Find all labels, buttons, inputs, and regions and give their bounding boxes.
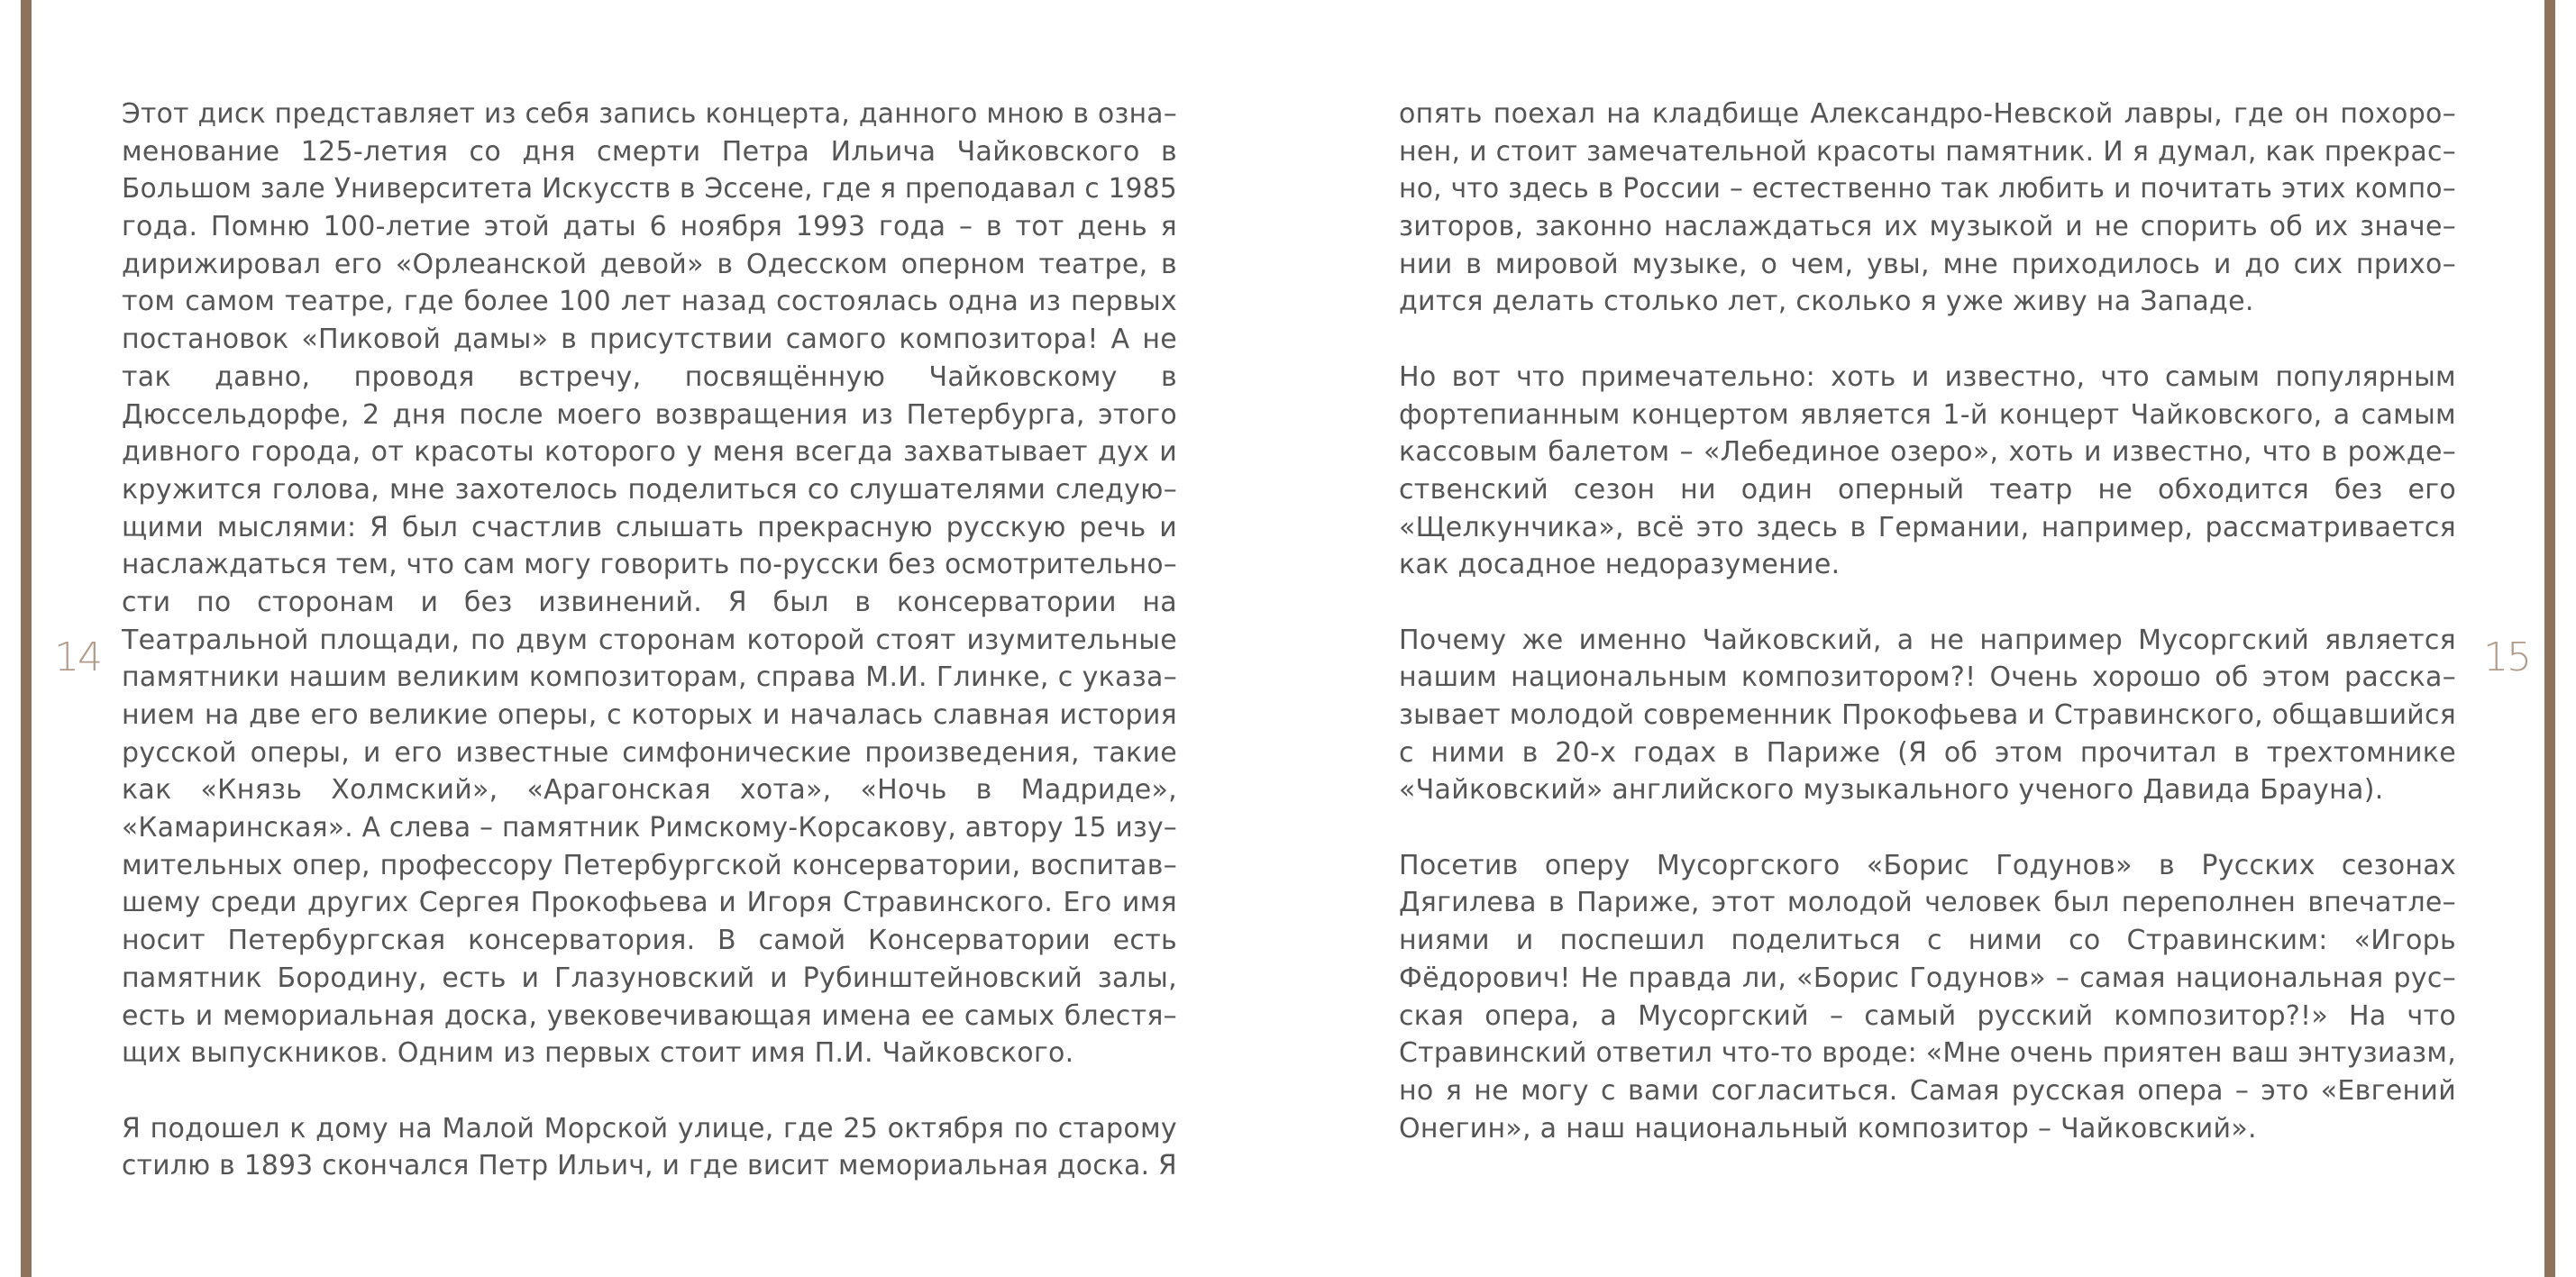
text-line: но я не могу с вами согласиться. Самая русская опера – это «Евгений [1399, 1074, 2456, 1107]
text-line: зиторов, законно наслаждаться их музыкой и не спорить об их значе– [1399, 211, 2456, 243]
text-line: так давно, проводя встречу, посвящённую Чайковскому в [122, 360, 1177, 393]
text-line: менование 125-летия со дня смерти Петра Ильича Чайковского в [122, 135, 1177, 168]
text-line: мительных опер, профессору Петербургской консерватории, воспитав– [122, 849, 1177, 881]
text-line: шему среди других Сергея Прокофьева и Игоря Стравинского. Его имя [122, 887, 1177, 919]
right-page-edge-bar [2544, 0, 2555, 1277]
text-line: фортепианным концертом является 1-й концерт Чайковского, а самым [1399, 398, 2456, 431]
text-line: года. Помню 100-летие этой даты 6 ноября 1993 года – в тот день я [122, 211, 1177, 243]
text-line: Этот диск представляет из себя запись концерта, данного мною в озна– [122, 98, 1177, 130]
text-line: дивного города, от красоты которого у меня всегда захватывает дух и [122, 436, 1177, 469]
text-line: с ними в 20-х годах в Париже (Я об этом прочитал в трехтомнике [1399, 736, 2456, 769]
paragraph [1399, 96, 2456, 321]
text-line: ниями и поспешил поделиться с ними со Стравинским: «Игорь [1399, 925, 2456, 957]
text-line: Дягилева в Париже, этот молодой человек был переполнен впечатле– [1399, 887, 2456, 919]
paragraph [122, 96, 1177, 1072]
text-line: как досадное недоразумение. [1399, 549, 1841, 581]
paragraph [122, 1110, 1177, 1185]
text-line: памятник Бородину, есть и Глазуновский и Рубинштейновский залы, [122, 962, 1177, 994]
text-line: щих выпускников. Одним из первых стоит имя П.И. Чайковского. [122, 1037, 1074, 1070]
paragraph [1399, 622, 2456, 809]
text-line: дирижировал его «Орлеанской девой» в Одесском оперном театре, в [122, 248, 1177, 280]
page-number-right: 15 [2483, 634, 2530, 680]
text-line: нием на две его великие оперы, с которых и началась славная история [122, 699, 1177, 731]
text-line: нии в мировой музыке, о чем, увы, мне приходилось и до сих прихо– [1399, 248, 2456, 280]
right-page-text-column [1399, 96, 2456, 1185]
text-line: нен, и стоит замечательной красоты памятник. И я думал, как прекрас– [1399, 135, 2456, 168]
text-line: стилю в 1893 скончался Петр Ильич, и где висит мемориальная доска. Я [122, 1150, 1177, 1182]
text-line: как «Князь Холмский», «Арагонская хота», «Ночь в Мадриде», [122, 774, 1177, 807]
text-line: Театральной площади, по двум сторонам которой стоят изумительные [122, 624, 1177, 656]
text-line: «Щелкунчика», всё это здесь в Германии, например, рассматривается [1399, 511, 2456, 543]
text-line: щими мыслями: Я был счастлив слышать прекрасную русскую речь и [122, 511, 1177, 543]
text-line: опять поехал на кладбище Александро-Невской лавры, где он похоро– [1399, 98, 2456, 130]
text-line: русской оперы, и его известные симфонические произведения, такие [122, 736, 1177, 769]
text-line: Стравинский ответил что-то вроде: «Мне очень приятен ваш энтузиазм, [1399, 1037, 2456, 1070]
text-line: наслаждаться тем, что сам могу говорить по-русски без осмотрительно– [122, 549, 1177, 581]
text-line: ственский сезон ни один оперный театр не обходится без его [1399, 473, 2456, 506]
text-line: кружится голова, мне захотелось поделиться со слушателями следую– [122, 473, 1177, 506]
text-line: Но вот что примечательно: хоть и известно, что самым популярным [1399, 360, 2456, 393]
left-page-text-column [122, 96, 1177, 1223]
text-line: памятники нашим великим композиторам, справа М.И. Глинке, с указа– [122, 661, 1177, 694]
text-line: зывает молодой современник Прокофьева и Стравинского, общавшийся [1399, 699, 2456, 731]
text-line: Я подошел к дому на Малой Морской улице, где 25 октября по старому [122, 1112, 1177, 1145]
text-line: том самом театре, где более 100 лет назад состоялась одна из первых [122, 286, 1177, 318]
text-line: Большом зале Университета Искусств в Эссене, где я преподавал с 1985 [122, 173, 1177, 205]
text-line: Фёдорович! Не правда ли, «Борис Годунов» – самая национальная рус– [1399, 962, 2456, 994]
page-number-left: 14 [54, 634, 101, 680]
text-line: Онегин», а наш национальный композитор – Чайковский». [1399, 1112, 2257, 1145]
text-line: сти по сторонам и без извинений. Я был в консерватории на [122, 586, 1177, 618]
text-line: «Камаринская». А слева – памятник Римскому-Корсакову, автору 15 изу– [122, 812, 1177, 844]
text-line: Дюссельдорфе, 2 дня после моего возвращения из Петербурга, этого [122, 398, 1177, 431]
text-line: но, что здесь в России – естественно так любить и почитать этих компо– [1399, 173, 2456, 205]
text-line: дится делать столько лет, сколько я уже живу на Западе. [1399, 286, 2254, 318]
paragraph [1399, 847, 2456, 1148]
text-line: есть и мемориальная доска, увековечивающая имена ее самых блестя– [122, 999, 1177, 1032]
left-page-edge-bar [21, 0, 32, 1277]
text-line: нашим национальным композитором?! Очень хорошо об этом расска– [1399, 661, 2456, 694]
text-line: Почему же именно Чайковский, а не например Мусоргский является [1399, 624, 2456, 656]
paragraph [1399, 359, 2456, 584]
text-line: носит Петербургская консерватория. В самой Консерватории есть [122, 925, 1177, 957]
text-line: кассовым балетом – «Лебединое озеро», хоть и известно, что в рожде– [1399, 436, 2456, 469]
text-line: ская опера, а Мусоргский – самый русский композитор?!» На что [1399, 999, 2456, 1032]
text-line: Посетив оперу Мусоргского «Борис Годунов» в Русских сезонах [1399, 849, 2456, 881]
text-line: «Чайковский» английского музыкального ученого Давида Брауна). [1399, 774, 2384, 807]
text-line: постановок «Пиковой дамы» в присутствии самого композитора! А не [122, 324, 1177, 356]
